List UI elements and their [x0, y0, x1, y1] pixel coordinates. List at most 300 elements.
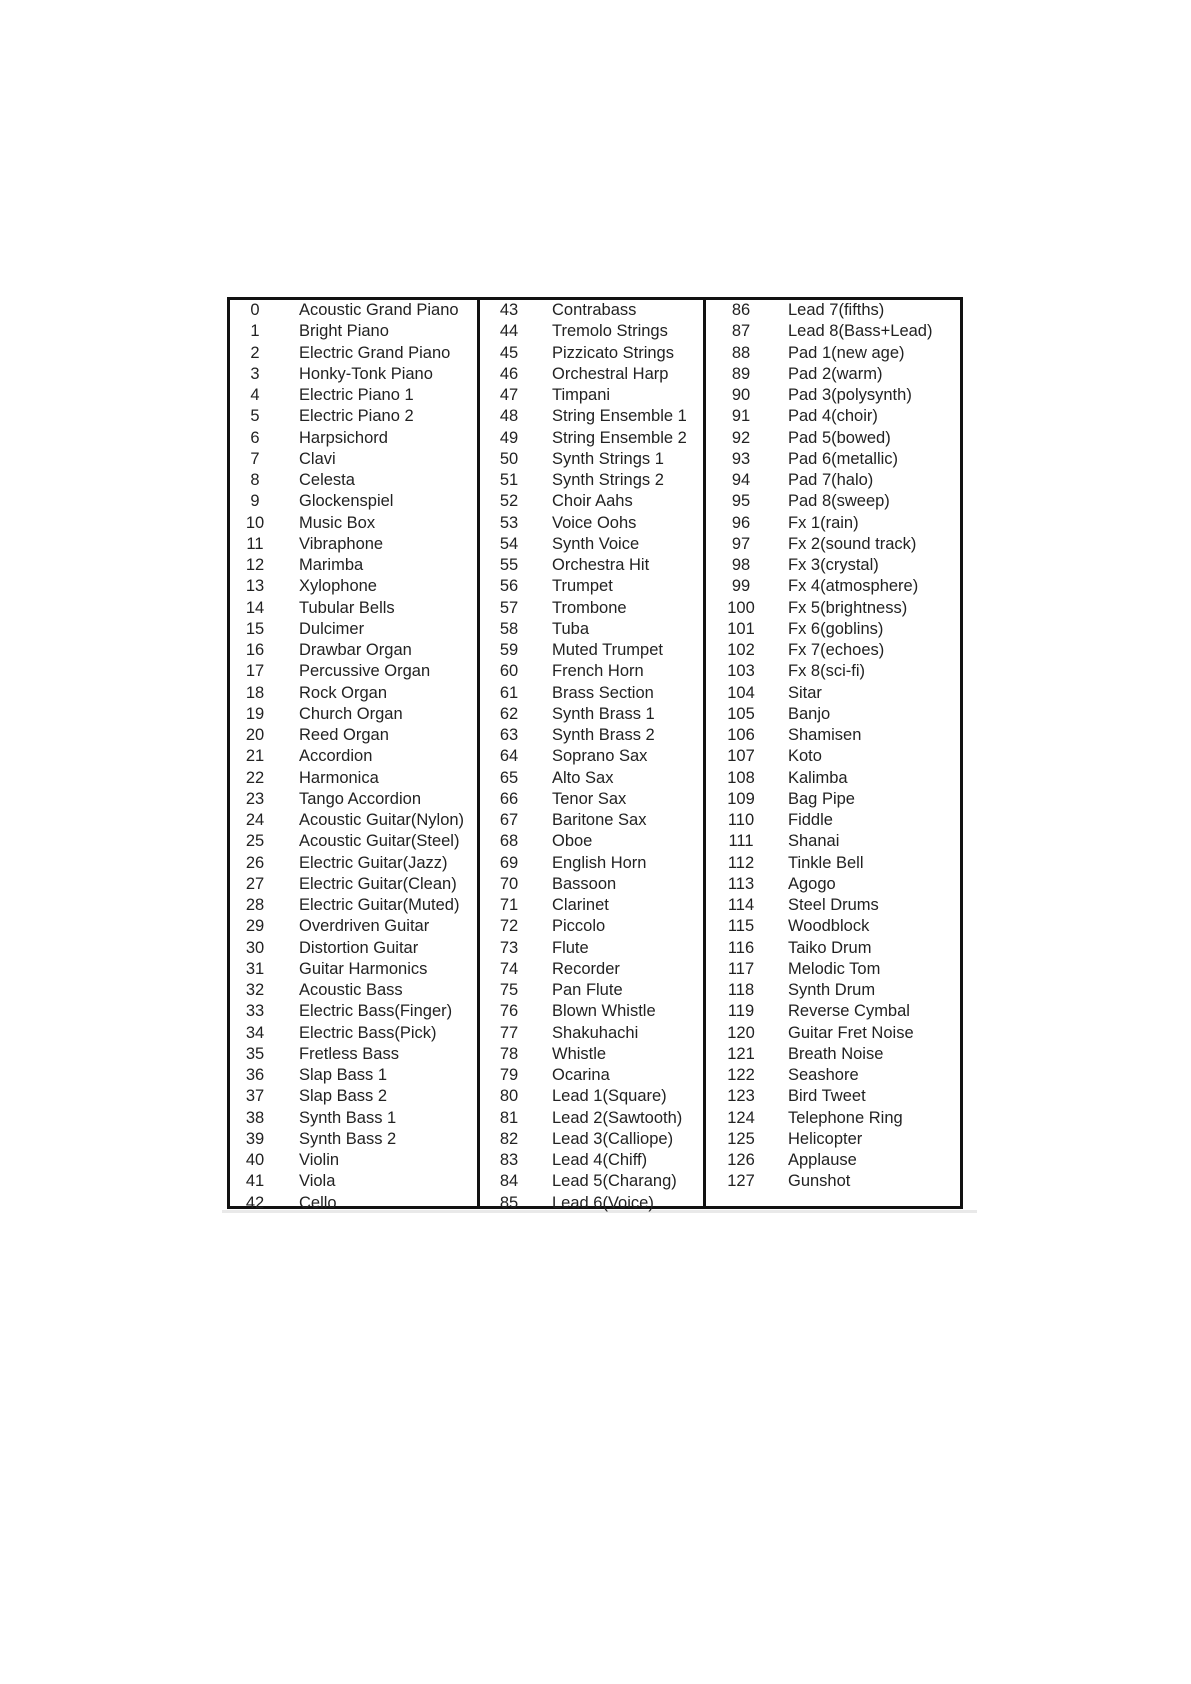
- table-row: [480, 874, 703, 895]
- table-row: [230, 853, 477, 874]
- instrument-name: Agogo: [788, 874, 836, 893]
- instrument-number: 7: [250, 449, 260, 468]
- table-row: [706, 810, 960, 831]
- instrument-number: 112: [727, 853, 755, 872]
- instrument-number: 1: [250, 322, 260, 341]
- instrument-number: 58: [499, 619, 519, 638]
- instrument-name: Gunshot: [788, 1172, 851, 1191]
- instrument-name: Electric Guitar(Jazz): [299, 853, 448, 872]
- instrument-number: 113: [727, 874, 755, 893]
- instrument-number: 78: [499, 1044, 519, 1063]
- instrument-number: 43: [499, 301, 519, 319]
- instrument-name: Electric Piano 2: [299, 407, 414, 426]
- instrument-number: 105: [727, 704, 755, 723]
- instrument-name: Church Organ: [299, 704, 403, 723]
- instrument-number: 19: [245, 704, 265, 723]
- instrument-name: Synth Strings 1: [552, 449, 664, 468]
- instrument-number: 70: [499, 874, 519, 893]
- instrument-name: Applause: [788, 1151, 857, 1169]
- instrument-number: 60: [499, 662, 519, 681]
- instrument-number: 75: [499, 981, 519, 999]
- table-row: [230, 1044, 477, 1065]
- instrument-number: 122: [727, 1066, 755, 1084]
- instrument-name: Synth Drum: [788, 981, 876, 999]
- table-row: [706, 321, 960, 342]
- table-row: [230, 1150, 477, 1171]
- instrument-number: 116: [727, 938, 755, 957]
- instrument-name: Alto Sax: [552, 768, 614, 787]
- instrument-name: Tremolo Strings: [552, 322, 668, 341]
- instrument-name: Kalimba: [788, 768, 848, 787]
- table-row: [230, 576, 477, 597]
- instrument-table: [227, 297, 963, 1212]
- instrument-number: 92: [731, 428, 751, 447]
- instrument-number: 2: [250, 343, 260, 362]
- instrument-number: 23: [245, 789, 265, 808]
- instrument-number: 123: [727, 1087, 755, 1106]
- table-row: [230, 704, 477, 725]
- instrument-name: Pad 1(new age): [788, 343, 905, 362]
- instrument-name: Pad 3(polysynth): [788, 386, 912, 404]
- table-column-2: [480, 300, 706, 1212]
- instrument-number: 22: [245, 768, 265, 787]
- instrument-name: Distortion Guitar: [299, 938, 419, 957]
- instrument-number: 46: [499, 364, 519, 383]
- instrument-name: Choir Aahs: [552, 492, 633, 511]
- table-row: [706, 300, 960, 321]
- instrument-number: 72: [499, 917, 519, 936]
- instrument-number: 5: [250, 407, 260, 426]
- table-row: [480, 661, 703, 682]
- instrument-name: Oboe: [552, 832, 593, 851]
- instrument-name: Telephone Ring: [788, 1108, 903, 1127]
- instrument-number: 39: [245, 1129, 265, 1148]
- table-row: [706, 555, 960, 576]
- instrument-number: 24: [245, 811, 265, 829]
- table-row: [706, 874, 960, 895]
- table-row: [480, 810, 703, 831]
- instrument-number: 106: [727, 726, 755, 744]
- instrument-name: Lead 5(Charang): [552, 1172, 677, 1191]
- instrument-number: 9: [250, 492, 260, 511]
- table-row: [230, 1108, 477, 1129]
- table-row: [480, 555, 703, 576]
- table-row: [230, 683, 477, 704]
- instrument-number: 20: [245, 726, 265, 744]
- table-row: [230, 959, 477, 980]
- table-row: [706, 704, 960, 725]
- instrument-number: 18: [245, 683, 265, 702]
- instrument-name: Timpani: [552, 386, 611, 404]
- table-row: [706, 343, 960, 364]
- instrument-number: 56: [499, 577, 519, 596]
- instrument-name: Dulcimer: [299, 619, 365, 638]
- table-row: [480, 789, 703, 810]
- table-row: [480, 300, 703, 321]
- table-row: [230, 746, 477, 767]
- instrument-number: 79: [499, 1066, 519, 1084]
- table-row: [706, 959, 960, 980]
- instrument-name: Taiko Drum: [788, 938, 872, 957]
- table-row: [230, 428, 477, 449]
- instrument-name: Shakuhachi: [552, 1023, 639, 1042]
- instrument-number: 125: [727, 1129, 755, 1148]
- table-row: [706, 1065, 960, 1086]
- instrument-name: Acoustic Guitar(Steel): [299, 832, 460, 851]
- instrument-number: 12: [245, 556, 265, 574]
- instrument-name: Seashore: [788, 1066, 859, 1084]
- instrument-number: 54: [499, 534, 519, 553]
- instrument-name: Clarinet: [552, 896, 609, 914]
- table-row: [706, 619, 960, 640]
- table-row: [706, 449, 960, 470]
- table-row: [706, 1171, 960, 1192]
- instrument-number: 74: [499, 959, 519, 978]
- table-row: [480, 385, 703, 406]
- instrument-name: Lead 2(Sawtooth): [552, 1108, 683, 1127]
- table-row: [480, 1065, 703, 1086]
- table-row: [230, 1193, 477, 1214]
- instrument-number: 31: [245, 959, 265, 978]
- instrument-name: Marimba: [299, 556, 364, 574]
- table-row: [706, 661, 960, 682]
- instrument-name: Pad 5(bowed): [788, 428, 891, 447]
- instrument-number: 55: [499, 556, 519, 574]
- instrument-number: 10: [245, 513, 265, 532]
- table-row: [480, 449, 703, 470]
- table-row: [230, 300, 477, 321]
- instrument-name: Harmonica: [299, 768, 379, 787]
- instrument-number: 84: [499, 1172, 519, 1191]
- instrument-name: Helicopter: [788, 1129, 863, 1148]
- table-row: [230, 768, 477, 789]
- instrument-name: Lead 8(Bass+Lead): [788, 322, 933, 341]
- instrument-name: Koto: [788, 747, 822, 766]
- instrument-name: Electric Guitar(Muted): [299, 896, 460, 914]
- instrument-name: Synth Brass 2: [552, 726, 655, 744]
- instrument-number: 77: [499, 1023, 519, 1042]
- instrument-number: 15: [245, 619, 265, 638]
- instrument-number: 97: [731, 534, 751, 553]
- instrument-name: Steel Drums: [788, 896, 879, 914]
- instrument-name: Whistle: [552, 1044, 607, 1063]
- table-row: [480, 959, 703, 980]
- table-row: [480, 768, 703, 789]
- instrument-name: Pad 6(metallic): [788, 449, 899, 468]
- instrument-number: 35: [245, 1044, 265, 1063]
- table-row: [480, 470, 703, 491]
- instrument-name: Tuba: [552, 619, 589, 638]
- table-row: [706, 916, 960, 937]
- instrument-name: Fx 1(rain): [788, 513, 859, 532]
- table-row: [480, 406, 703, 427]
- instrument-number: 48: [499, 407, 519, 426]
- instrument-name: Bassoon: [552, 874, 617, 893]
- instrument-number: 114: [727, 896, 755, 914]
- instrument-number: 117: [727, 959, 755, 978]
- table-row: [706, 406, 960, 427]
- instrument-number: 109: [727, 789, 755, 808]
- table-row: [480, 895, 703, 916]
- instrument-number: 21: [245, 747, 265, 766]
- table-row: [480, 1171, 703, 1192]
- table-row: [706, 683, 960, 704]
- instrument-number: 65: [499, 768, 519, 787]
- table-row: [230, 385, 477, 406]
- instrument-name: Tenor Sax: [552, 789, 627, 808]
- instrument-name: Fx 7(echoes): [788, 641, 885, 659]
- instrument-name: Melodic Tom: [788, 959, 881, 978]
- instrument-name: Electric Piano 1: [299, 386, 414, 404]
- instrument-name: Guitar Harmonics: [299, 959, 428, 978]
- instrument-number: 13: [245, 577, 265, 596]
- instrument-name: Synth Strings 2: [552, 471, 664, 489]
- table-row: [230, 895, 477, 916]
- table-row: [480, 1001, 703, 1022]
- instrument-name: Sitar: [788, 683, 822, 702]
- table-row: [706, 1150, 960, 1171]
- instrument-name: Recorder: [552, 959, 620, 978]
- instrument-number: 127: [727, 1172, 755, 1191]
- instrument-number: 93: [731, 449, 751, 468]
- instrument-name: Fx 3(crystal): [788, 556, 879, 574]
- table-row: [706, 789, 960, 810]
- table-row: [480, 576, 703, 597]
- instrument-name: Synth Bass 2: [299, 1129, 397, 1148]
- table-row: [706, 385, 960, 406]
- instrument-name: French Horn: [552, 662, 644, 681]
- table-row: [706, 938, 960, 959]
- table-row: [706, 1001, 960, 1022]
- instrument-number: 63: [499, 726, 519, 744]
- instrument-name: Pizzicato Strings: [552, 343, 674, 362]
- instrument-number: 76: [499, 1002, 519, 1021]
- instrument-name: Synth Bass 1: [299, 1108, 397, 1127]
- instrument-name: Harpsichord: [299, 428, 388, 447]
- instrument-number: 51: [499, 471, 519, 489]
- table-row: [230, 980, 477, 1001]
- instrument-name: Fx 2(sound track): [788, 534, 917, 553]
- table-row: [230, 491, 477, 512]
- table-row: [706, 980, 960, 1001]
- table-row: [706, 491, 960, 512]
- instrument-name: Electric Bass(Pick): [299, 1023, 437, 1042]
- instrument-number: 120: [727, 1023, 755, 1042]
- instrument-name: Lead 1(Square): [552, 1087, 667, 1106]
- table-row: [706, 534, 960, 555]
- instrument-number: 95: [731, 492, 751, 511]
- instrument-name: Soprano Sax: [552, 747, 648, 766]
- instrument-name: Brass Section: [552, 683, 654, 702]
- table-row: [480, 598, 703, 619]
- table-row: [706, 831, 960, 852]
- instrument-name: Electric Grand Piano: [299, 343, 451, 362]
- table-row: [480, 534, 703, 555]
- instrument-name: Acoustic Grand Piano: [299, 301, 459, 319]
- instrument-name: Reed Organ: [299, 726, 389, 744]
- instrument-number: 94: [731, 471, 751, 489]
- table-row: [706, 746, 960, 767]
- instrument-number: 73: [499, 938, 519, 957]
- instrument-name: Synth Voice: [552, 534, 640, 553]
- instrument-name: Woodblock: [788, 917, 870, 936]
- instrument-name: Drawbar Organ: [299, 641, 412, 659]
- instrument-number: 38: [245, 1108, 265, 1127]
- instrument-name: Orchestra Hit: [552, 556, 650, 574]
- table-row: [706, 1086, 960, 1107]
- table-row: [706, 576, 960, 597]
- instrument-name: Tubular Bells: [299, 598, 395, 617]
- table-row: [480, 428, 703, 449]
- instrument-number: 0: [250, 301, 260, 319]
- instrument-number: 103: [727, 662, 755, 681]
- instrument-name: Fretless Bass: [299, 1044, 399, 1063]
- instrument-number: 118: [727, 981, 755, 999]
- instrument-name: English Horn: [552, 853, 647, 872]
- instrument-number: 3: [250, 364, 260, 383]
- instrument-number: 101: [727, 619, 755, 638]
- table-row: [480, 1150, 703, 1171]
- table-row: [480, 619, 703, 640]
- instrument-name: Tinkle Bell: [788, 853, 864, 872]
- table-row: [230, 1171, 477, 1192]
- instrument-name: String Ensemble 1: [552, 407, 687, 426]
- instrument-name: Orchestral Harp: [552, 364, 669, 383]
- table-row: [480, 683, 703, 704]
- instrument-number: 111: [728, 832, 754, 851]
- table-row: [480, 916, 703, 937]
- instrument-name: Fx 4(atmosphere): [788, 577, 919, 596]
- instrument-number: 121: [727, 1044, 755, 1063]
- table-row: [230, 470, 477, 491]
- instrument-number: 89: [731, 364, 751, 383]
- instrument-name: Percussive Organ: [299, 662, 431, 681]
- table-row: [706, 428, 960, 449]
- table-row: [706, 598, 960, 619]
- instrument-name: Breath Noise: [788, 1044, 884, 1063]
- instrument-name: Synth Brass 1: [552, 704, 655, 723]
- instrument-name: Fx 8(sci-fi): [788, 662, 865, 681]
- instrument-name: Viola: [299, 1172, 336, 1191]
- instrument-number: 99: [731, 577, 751, 596]
- table-row: [230, 321, 477, 342]
- instrument-name: Overdriven Guitar: [299, 917, 430, 936]
- instrument-name: Fx 6(goblins): [788, 619, 884, 638]
- table-row: [706, 768, 960, 789]
- instrument-name: Guitar Fret Noise: [788, 1023, 914, 1042]
- instrument-number: 36: [245, 1066, 265, 1084]
- instrument-number: 62: [499, 704, 519, 723]
- instrument-number: 28: [245, 896, 265, 914]
- table-row: [480, 704, 703, 725]
- table-row: [230, 661, 477, 682]
- instrument-name: Fx 5(brightness): [788, 598, 908, 617]
- table-row: [230, 916, 477, 937]
- instrument-name: Shamisen: [788, 726, 862, 744]
- table-row: [230, 406, 477, 427]
- table-row: [230, 449, 477, 470]
- instrument-number: 30: [245, 938, 265, 957]
- instrument-name: Voice Oohs: [552, 513, 637, 532]
- instrument-number: 45: [499, 343, 519, 362]
- table-row: [230, 343, 477, 364]
- table-row: [480, 938, 703, 959]
- instrument-number: 100: [727, 598, 755, 617]
- instrument-name: Cello: [299, 1193, 337, 1212]
- instrument-name: Electric Bass(Finger): [299, 1002, 453, 1021]
- table-row: [230, 619, 477, 640]
- table-row: [706, 1108, 960, 1129]
- table-row: [230, 534, 477, 555]
- table-row: [480, 1193, 703, 1214]
- table-row: [480, 491, 703, 512]
- instrument-number: 86: [731, 301, 751, 319]
- instrument-number: 124: [727, 1108, 755, 1127]
- table-row: [230, 789, 477, 810]
- table-row: [480, 1108, 703, 1129]
- instrument-name: Slap Bass 1: [299, 1066, 388, 1084]
- table-row: [480, 1044, 703, 1065]
- instrument-name: Baritone Sax: [552, 811, 647, 829]
- instrument-name: Accordion: [299, 747, 373, 766]
- table-row: [706, 1044, 960, 1065]
- instrument-number: 82: [499, 1129, 519, 1148]
- instrument-number: 6: [250, 428, 260, 447]
- table-row: [230, 1086, 477, 1107]
- instrument-number: 33: [245, 1002, 265, 1021]
- instrument-name: Pad 8(sweep): [788, 492, 890, 511]
- table-row: [480, 746, 703, 767]
- instrument-name: String Ensemble 2: [552, 428, 687, 447]
- table-row: [480, 513, 703, 534]
- instrument-name: Acoustic Bass: [299, 981, 403, 999]
- instrument-number: 17: [245, 662, 265, 681]
- table-row: [230, 1129, 477, 1150]
- instrument-name: Pad 2(warm): [788, 364, 883, 383]
- instrument-number: 47: [499, 386, 519, 404]
- instrument-number: 50: [499, 449, 519, 468]
- instrument-number: 96: [731, 513, 751, 532]
- table-row: [230, 810, 477, 831]
- instrument-name: Contrabass: [552, 301, 637, 319]
- instrument-number: 88: [731, 343, 751, 362]
- instrument-name: Ocarina: [552, 1066, 610, 1084]
- instrument-number: 4: [250, 386, 260, 404]
- table-row: [480, 725, 703, 746]
- instrument-name: Pan Flute: [552, 981, 623, 999]
- instrument-number: 14: [245, 598, 265, 617]
- instrument-name: Pad 4(choir): [788, 407, 878, 426]
- instrument-number: 102: [727, 641, 755, 659]
- instrument-number: 67: [499, 811, 519, 829]
- instrument-number: 49: [499, 428, 519, 447]
- table-row: [480, 1086, 703, 1107]
- instrument-name: Vibraphone: [299, 534, 384, 553]
- instrument-number: 11: [246, 534, 264, 553]
- instrument-number: 119: [727, 1002, 755, 1021]
- instrument-name: Music Box: [299, 513, 376, 532]
- instrument-name: Muted Trumpet: [552, 641, 663, 659]
- table-row: [230, 1001, 477, 1022]
- instrument-number: 42: [245, 1193, 265, 1212]
- instrument-name: Pad 7(halo): [788, 471, 874, 489]
- table-column-1: [230, 300, 480, 1212]
- instrument-name: Piccolo: [552, 917, 606, 936]
- instrument-number: 80: [499, 1087, 519, 1106]
- table-row: [230, 874, 477, 895]
- table-row: [480, 1129, 703, 1150]
- table-row: [230, 938, 477, 959]
